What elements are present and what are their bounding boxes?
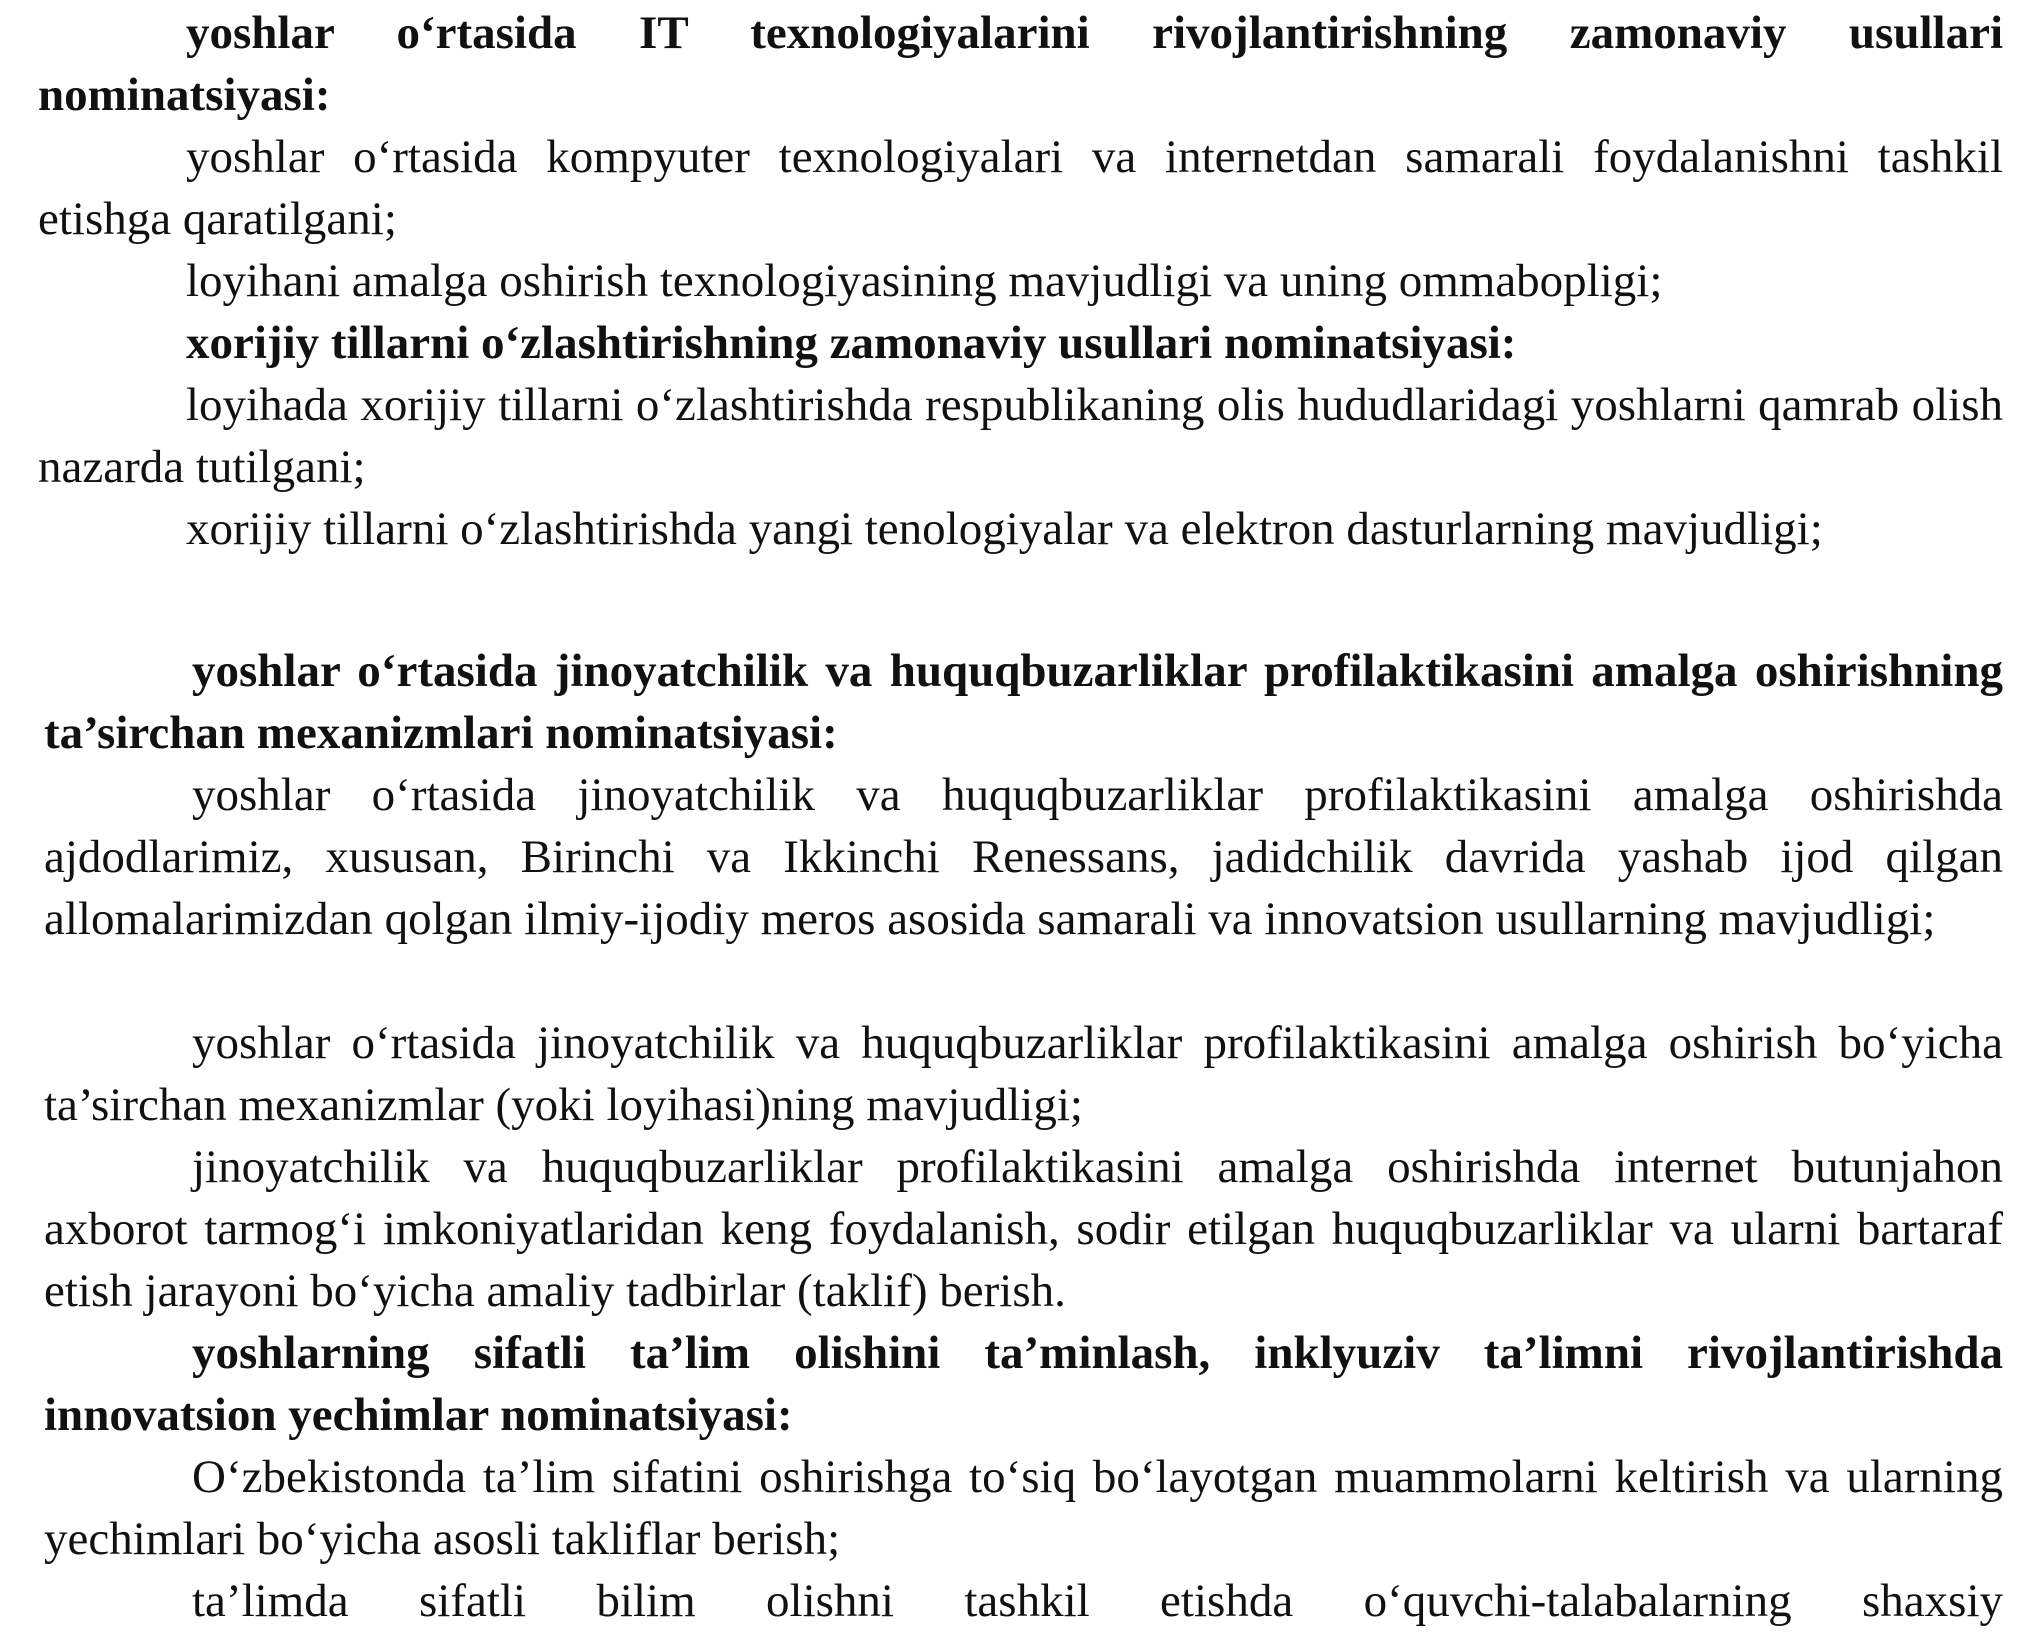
paragraph-project-technology: loyihani amalga oshirish texnologiyasining mavjudligi va uning ommabopligi; <box>186 255 1663 307</box>
paragraph-electronic-programs: xorijiy tillarni o‘zlashtirishda yangi tenologiyalar va elektron dasturlarning mavjudligi; <box>186 503 1823 555</box>
heading-crime-prevention: yoshlar o‘rtasida jinoyatchilik va huquqbuzarliklar profilaktikasini amalga oshirishning ta’sirchan mexanizmlari nominatsiyasi: <box>44 645 2003 759</box>
paragraph-ancestral-heritage: yoshlar o‘rtasida jinoyatchilik va huquqbuzarliklar profilaktikasini amalga oshirishda ajdodlarimiz, xususan, Birinchi va Ikkinchi Renessans, jadidchilik davrida yashab ijod qilgan allomalarimizdan qolgan ilmiy-ijodiy meros asosida samarali va innovatsion usullarning mavjudligi; <box>44 769 2003 945</box>
paragraph-effective-mechanisms: yoshlar o‘rtasida jinoyatchilik va huquqbuzarliklar profilaktikasini amalga oshirish bo‘yicha ta’sirchan mexanizmlar (yoki loyihasi)ning mavjudligi; <box>44 1017 2003 1131</box>
paragraph-student-personal: ta’limda sifatli bilim olishni tashkil etishda o‘quvchi-talabalarning shaxsiy <box>192 1575 2003 1627</box>
paragraph-remote-regions: loyihada xorijiy tillarni o‘zlashtirishda respublikaning olis hududlaridagi yoshlarni qamrab olish nazarda tutilgani; <box>38 379 2003 493</box>
heading-foreign-languages: xorijiy tillarni o‘zlashtirishning zamonaviy usullari nominatsiyasi: <box>186 317 1517 369</box>
heading-quality-education: yoshlarning sifatli ta’lim olishini ta’minlash, inklyuziv ta’limni rivojlantirishda innovatsion yechimlar nominatsiyasi: <box>44 1327 2003 1441</box>
paragraph-internet-prevention: jinoyatchilik va huquqbuzarliklar profilaktikasini amalga oshirishda internet butunjahon axborot tarmog‘i imkoniyatlaridan keng foydalanish, sodir etilgan huquqbuzarliklar va ularni bartaraf etish jarayoni bo‘yicha amaliy tadbirlar (taklif) berish. <box>44 1141 2003 1317</box>
paragraph-computer-internet: yoshlar o‘rtasida kompyuter texnologiyalari va internetdan samarali foydalanishni tashkil etishga qaratilgani; <box>38 131 2003 245</box>
heading-it-technologies: yoshlar o‘rtasida IT texnologiyalarini rivojlantirishning zamonaviy usullari nominatsiyasi: <box>38 7 2003 121</box>
paragraph-education-problems: O‘zbekistonda ta’lim sifatini oshirishga to‘siq bo‘layotgan muammolarni keltirish va ularning yechimlari bo‘yicha asosli takliflar berish; <box>44 1451 2003 1565</box>
